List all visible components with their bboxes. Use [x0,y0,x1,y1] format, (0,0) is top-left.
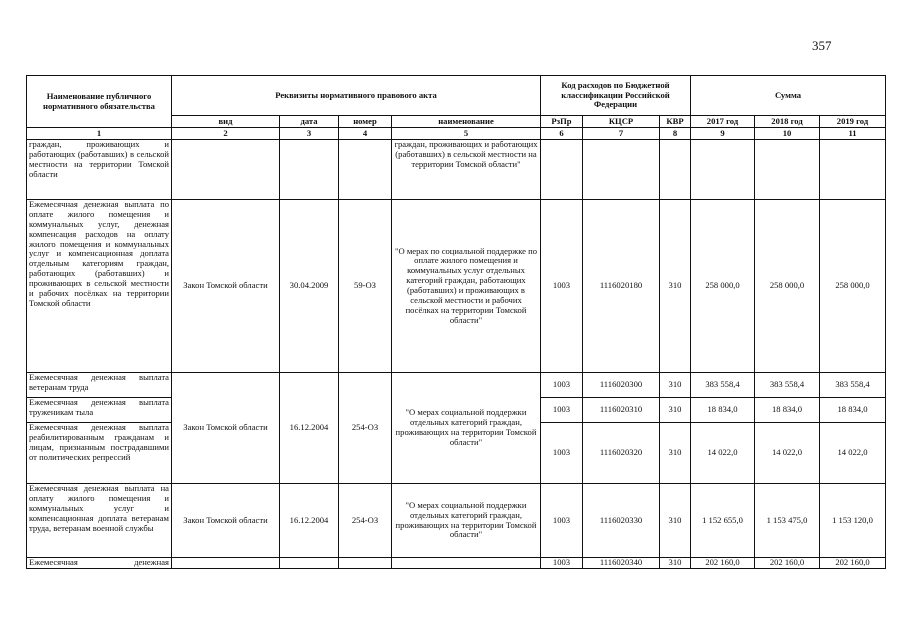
amount-2018-cell: 14 022,0 [755,423,820,484]
table-row [27,140,886,200]
rzpr-cell: 1003 [541,398,583,423]
kvr-cell: 310 [660,200,691,373]
kvr-cell: 310 [660,423,691,484]
rzpr-cell: 1003 [541,200,583,373]
col-number: 2 [172,128,280,140]
amount-2019-cell: 383 558,4 [820,373,886,398]
amount-2017-cell: 258 000,0 [691,200,755,373]
amount-2018-cell: 202 160,0 [755,558,820,569]
kcsr-cell: 1116020180 [583,200,660,373]
act-name-cell: граждан, проживающих и работающих (работавших) в сельской местности на территории Томской области" [392,140,541,200]
header-sum: Сумма [691,76,886,116]
kcsr-cell: 1116020300 [583,373,660,398]
act-type-cell: Закон Томской области [172,484,280,558]
col-number: 5 [392,128,541,140]
obligation-cell: граждан, проживающих и работающих (работавших) в сельской местности на территории Томской области [27,140,172,200]
act-type-cell: Закон Томской области [172,200,280,373]
header-budget-code: Код расходов по Бюджетной классификации Российской Федерации [541,76,691,116]
header-name: наименование [392,116,541,128]
header-2017: 2017 год [691,116,755,128]
amount-2019-cell: 202 160,0 [820,558,886,569]
page-number: 357 [812,38,832,53]
amount-2018-cell: 18 834,0 [755,398,820,423]
kcsr-cell: 1116020310 [583,398,660,423]
rzpr-cell: 1003 [541,373,583,398]
act-type-cell: Закон Томской области [172,373,280,484]
act-date-cell: 16.12.2004 [280,484,339,558]
kcsr-cell: 1116020320 [583,423,660,484]
kvr-cell: 310 [660,398,691,423]
act-name-cell: "О мерах по социальной поддержке по оплате жилого помещения и коммунальных услуг отдельных категорий граждан, работающих (работавших) и проживающих в сельской местности и рабочих посёлках на территории Томской области" [392,200,541,373]
rzpr-cell: 1003 [541,558,583,569]
header-kvr: КВР [660,116,691,128]
col-number: 9 [691,128,755,140]
act-name-cell: "О мерах социальной поддержки отдельных категорий граждан, проживающих на территории Томской области" [392,484,541,558]
header-vid: вид [172,116,280,128]
table-row [27,484,886,558]
amount-2019-cell: 1 153 120,0 [820,484,886,558]
amount-2017-cell: 14 022,0 [691,423,755,484]
amount-2019-cell: 14 022,0 [820,423,886,484]
rzpr-cell: 1003 [541,423,583,484]
col-number: 7 [583,128,660,140]
col-number: 4 [339,128,392,140]
obligation-cell: Ежемесячная денежная выплата по оплате жилого помещения и коммунальных услуг, денежная компенсация расходов на оплату жилого помещения и коммунальных услуг и компенсационная доплата отдельным категориям граждан, работающих (работавших) и проживающих в сельской местности и рабочих посёлках на территории Томской области [27,200,172,373]
amount-2017-cell: 383 558,4 [691,373,755,398]
act-name-cell: "О мерах социальной поддержки отдельных категорий граждан, проживающих на территории Томской области" [392,373,541,484]
header-kcsr: КЦСР [583,116,660,128]
act-number-cell: 59-ОЗ [339,200,392,373]
col-number: 8 [660,128,691,140]
col-number: 10 [755,128,820,140]
amount-2018-cell: 383 558,4 [755,373,820,398]
obligation-cell: Ежемесячная денежная выплата на оплату жилого помещения и коммунальных услуг и компенсационная доплата ветеранам труда, ветеранам военной службы [27,484,172,558]
act-date-cell: 30.04.2009 [280,200,339,373]
budget-obligations-table [26,75,886,569]
act-number-cell: 254-ОЗ [339,373,392,484]
amount-2017-cell: 1 152 655,0 [691,484,755,558]
rzpr-cell: 1003 [541,484,583,558]
table-row [27,200,886,373]
header-2018: 2018 год [755,116,820,128]
kvr-cell: 310 [660,558,691,569]
header-2019: 2019 год [820,116,886,128]
col-number: 3 [280,128,339,140]
amount-2019-cell: 258 000,0 [820,200,886,373]
obligation-cell: Ежемесячная денежная выплата труженикам тыла [27,398,172,423]
header-obligation: Наименование публичного нормативного обязательства [27,76,172,128]
obligation-cell: Ежемесячная денежная выплата реабилитированным гражданам и лицам, признанным пострадавшими от политических репрессий [27,423,172,484]
act-number-cell: 254-ОЗ [339,484,392,558]
obligation-cell: Ежемесячная денежная выплата ветеранам труда [27,373,172,398]
amount-2018-cell: 1 153 475,0 [755,484,820,558]
kvr-cell: 310 [660,484,691,558]
act-date-cell: 16.12.2004 [280,373,339,484]
table-row [27,558,886,569]
kcsr-cell: 1116020340 [583,558,660,569]
header-rzpr: РзПр [541,116,583,128]
kcsr-cell: 1116020330 [583,484,660,558]
header-date: дата [280,116,339,128]
table-row [27,373,886,398]
col-number: 6 [541,128,583,140]
amount-2017-cell: 202 160,0 [691,558,755,569]
amount-2017-cell: 18 834,0 [691,398,755,423]
kvr-cell: 310 [660,373,691,398]
header-number: номер [339,116,392,128]
amount-2019-cell: 18 834,0 [820,398,886,423]
header-requisites: Реквизиты нормативного правового акта [172,76,541,116]
amount-2018-cell: 258 000,0 [755,200,820,373]
obligation-cell: Ежемесячная денежная [27,558,172,569]
col-number: 11 [820,128,886,140]
col-number: 1 [27,128,172,140]
